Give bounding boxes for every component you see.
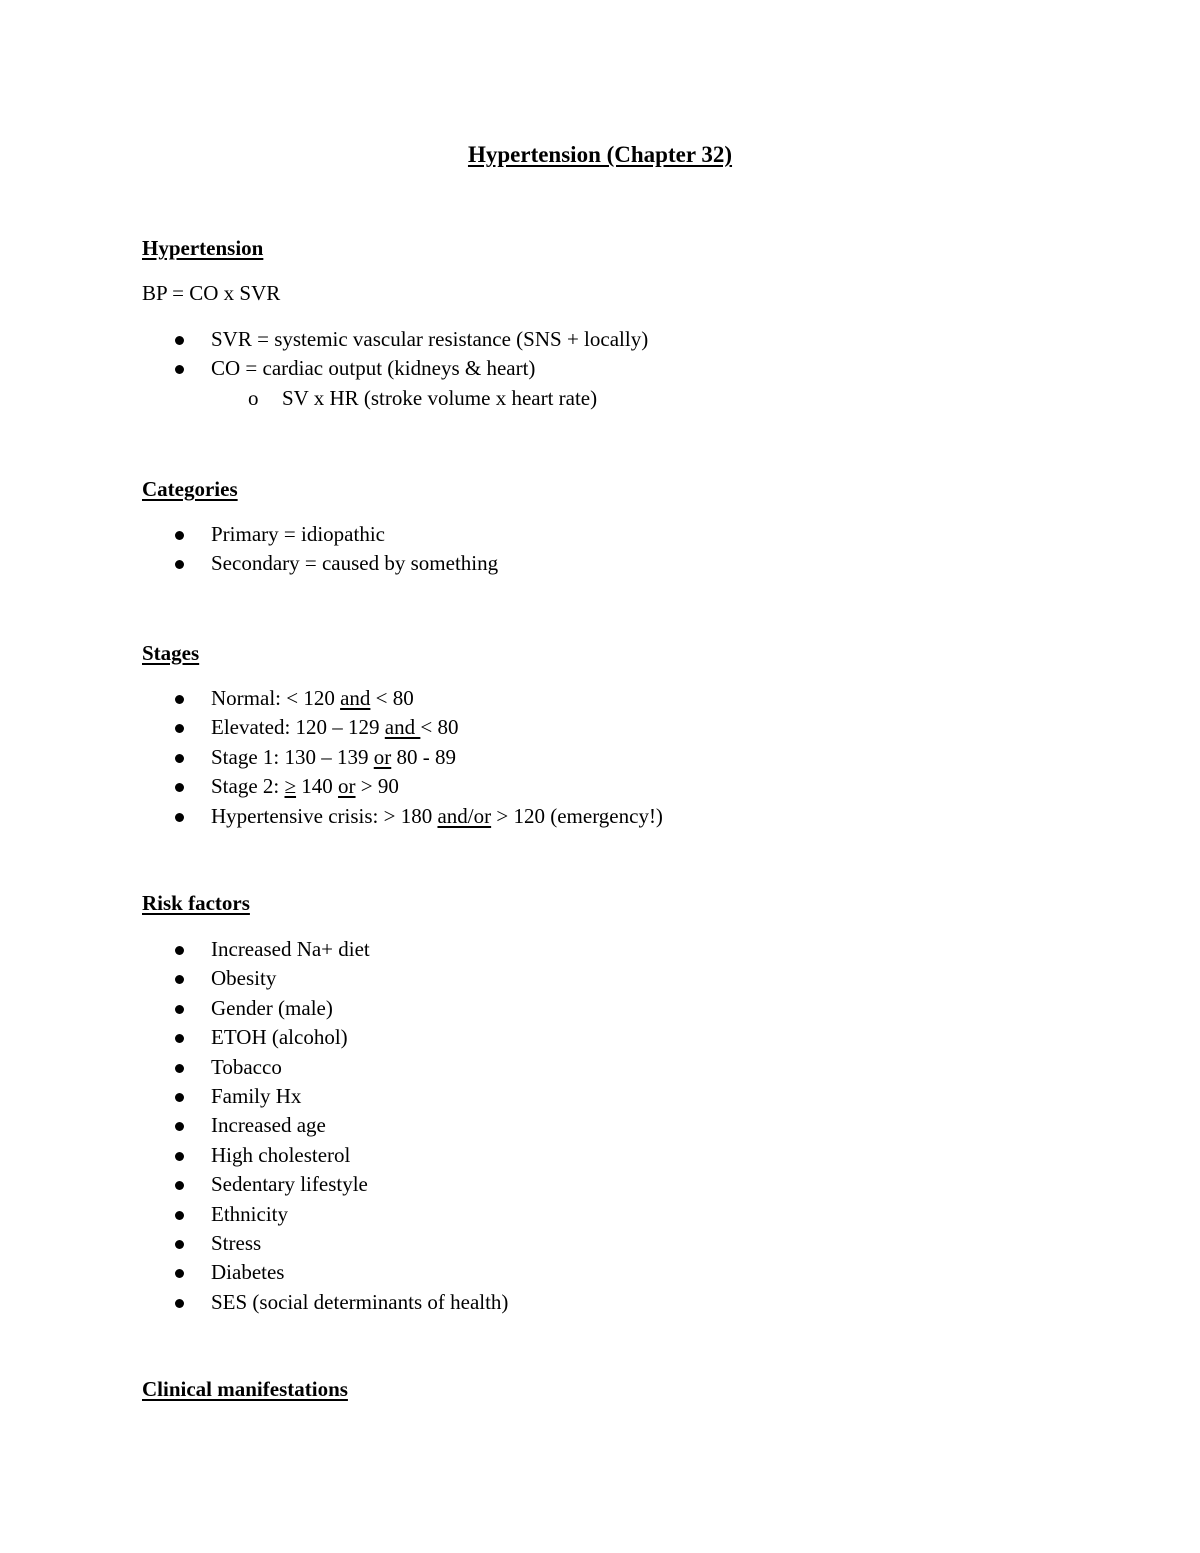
bullet-icon — [175, 1299, 184, 1308]
document-title: Hypertension (Chapter 32) — [467, 142, 733, 167]
stages-list — [0, 684, 663, 831]
list-item: Stage 1: 130 – 139 or 80 - 89 — [0, 743, 663, 772]
list-item: Primary = idiopathic — [0, 520, 498, 549]
list-item: Diabetes — [0, 1258, 508, 1287]
bullet-icon — [175, 695, 184, 704]
list-item: SES (social determinants of health) — [0, 1288, 508, 1317]
bullet-icon — [175, 724, 184, 733]
list-item: ETOH (alcohol) — [0, 1023, 508, 1052]
risk-factors-list — [0, 935, 508, 1317]
list-item: Normal: < 120 and < 80 — [0, 684, 663, 713]
list-item: Tobacco — [0, 1053, 508, 1082]
list-item: Elevated: 120 – 129 and < 80 — [0, 713, 663, 742]
section-heading-risk-factors: Risk factors — [142, 891, 250, 915]
circle-bullet-icon: o — [248, 385, 259, 410]
bullet-icon — [175, 813, 184, 822]
bullet-icon — [175, 946, 184, 955]
bullet-icon — [175, 560, 184, 569]
list-item: Secondary = caused by something — [0, 549, 498, 578]
list-item: Stress — [0, 1229, 508, 1258]
section-heading-stages: Stages — [142, 641, 200, 665]
list-item: Hypertensive crisis: > 180 and/or > 120 (emergency!) — [0, 802, 663, 831]
hypertension-list — [0, 325, 648, 413]
bullet-icon — [175, 1093, 184, 1102]
bullet-icon — [175, 531, 184, 540]
list-item: Increased age — [0, 1111, 508, 1140]
bullet-icon — [175, 1240, 184, 1249]
bullet-icon — [175, 1005, 184, 1014]
categories-list — [0, 520, 498, 579]
bullet-icon — [175, 783, 184, 792]
section-heading-hypertension: Hypertension — [142, 236, 264, 260]
bullet-icon — [175, 365, 184, 374]
list-item: Sedentary lifestyle — [0, 1170, 508, 1199]
bullet-icon — [175, 975, 184, 984]
bullet-icon — [175, 336, 184, 345]
list-item: Family Hx — [0, 1082, 508, 1111]
sub-list-item: o SV x HR (stroke volume x heart rate) — [0, 384, 648, 413]
bullet-icon — [175, 1152, 184, 1161]
section-heading-clinical-manifestations: Clinical manifestations — [142, 1377, 348, 1401]
bullet-icon — [175, 1181, 184, 1190]
list-item: Increased Na+ diet — [0, 935, 508, 964]
bullet-icon — [175, 754, 184, 763]
bullet-icon — [175, 1034, 184, 1043]
list-item: CO = cardiac output (kidneys & heart) — [0, 354, 648, 383]
list-item: Obesity — [0, 964, 508, 993]
bullet-icon — [175, 1211, 184, 1220]
list-item: Gender (male) — [0, 994, 508, 1023]
list-item: Stage 2: ≥ 140 or > 90 — [0, 772, 663, 801]
bullet-icon — [175, 1269, 184, 1278]
section-heading-categories: Categories — [142, 477, 238, 501]
list-item: Ethnicity — [0, 1200, 508, 1229]
list-item: High cholesterol — [0, 1141, 508, 1170]
bullet-icon — [175, 1122, 184, 1131]
list-item: SVR = systemic vascular resistance (SNS + locally) — [0, 325, 648, 354]
bp-formula: BP = CO x SVR — [142, 281, 281, 305]
bullet-icon — [175, 1064, 184, 1073]
